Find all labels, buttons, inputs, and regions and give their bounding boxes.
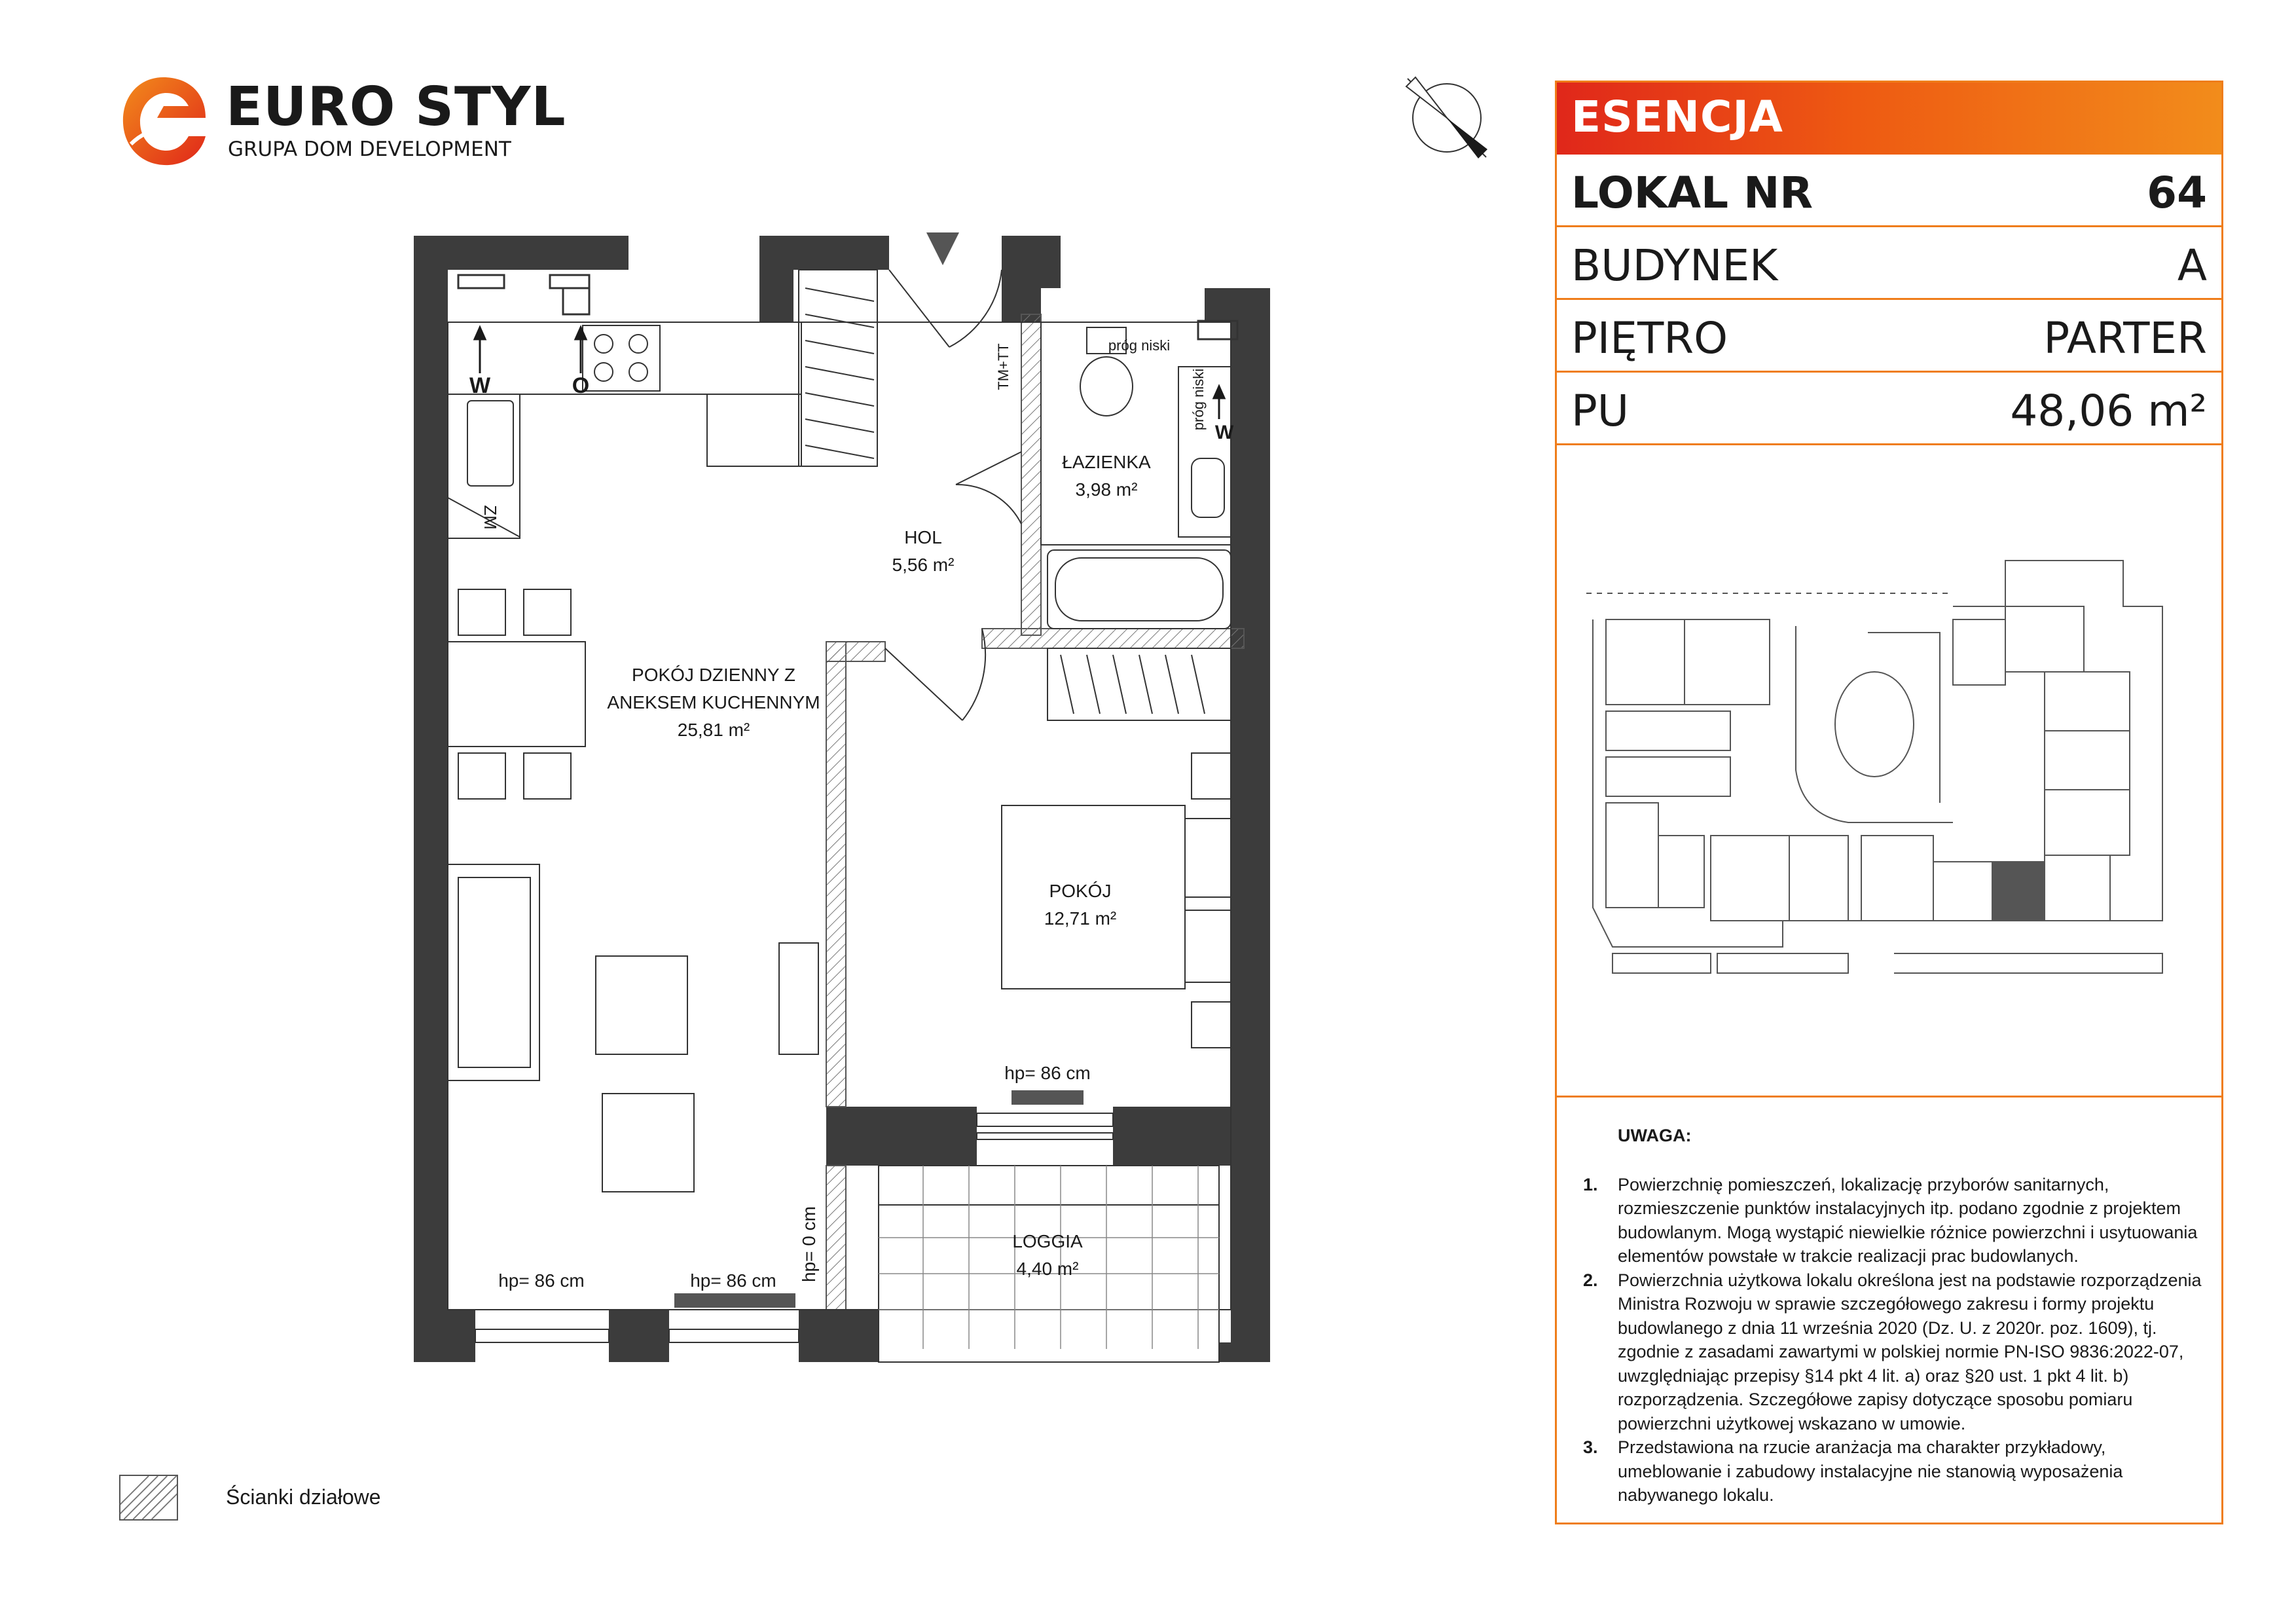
unit-value: 64 [2147, 168, 2207, 218]
note-number: 3. [1583, 1437, 1598, 1457]
bathroom-area: 3,98 m² [1075, 479, 1138, 500]
note-number: 1. [1583, 1174, 1598, 1194]
hall-area: 5,56 m² [892, 555, 955, 575]
note-text: Przedstawiona na rzucie aranżacja ma charakter przykładowy, umeblowanie i zabudowy instalacyjne nie stanowią wyposażenia nabywanego lokalu. [1618, 1437, 2123, 1505]
note-item [1583, 1435, 2205, 1507]
investment-name: ESENCJA [1571, 92, 1784, 142]
area-value: 48,06 m² [2010, 386, 2207, 436]
loggia-floor-grid [879, 1166, 1219, 1349]
entrance-arrow-icon [926, 232, 959, 265]
bedroom-area: 12,71 m² [1044, 908, 1117, 929]
sofa [448, 864, 818, 1192]
north-arrow-icon [1401, 72, 1493, 164]
wardrobe-bedroom [1048, 648, 1231, 720]
wardrobe-kitchen [799, 270, 877, 466]
building-value: A [2177, 240, 2207, 291]
investment-header [1557, 83, 2221, 155]
note-number: 2. [1583, 1270, 1598, 1290]
hp-zero-label: hp= 0 cm [799, 1206, 819, 1282]
notes-title: UWAGA: [1618, 1126, 1692, 1145]
note-item [1583, 1268, 2205, 1436]
installation-points [458, 275, 1237, 339]
bed [1002, 753, 1231, 1048]
hp-left-label: hp= 86 cm [498, 1270, 585, 1291]
zm-label: ZM [481, 505, 500, 530]
hall-name: HOL [904, 527, 942, 547]
note-text: Powierzchnię pomieszczeń, lokalizację przyborów sanitarnych, rozmieszczenie punktów instalacyjnych itp. podano zgodnie z projektem budowlanym. Mogą wystąpić niewielkie różnice powierzchni i usytuowania elementów powstałe w trakcie realizacji prac budowlanych. [1618, 1174, 2198, 1266]
unit-label: LOKAL NR [1571, 168, 1813, 218]
prog-niski-label-2: próg niski [1190, 368, 1207, 431]
highlighted-unit [1992, 862, 2045, 921]
info-row-unit [1557, 155, 2221, 227]
info-row-floor [1557, 300, 2221, 373]
windows [475, 1113, 1113, 1342]
hp-mid-label: hp= 86 cm [690, 1270, 776, 1291]
tm-tt-label: TM+TT [995, 343, 1011, 390]
floor-label: PIĘTRO [1571, 313, 1728, 363]
info-row-building [1557, 227, 2221, 300]
loggia-name: LOGGIA [1012, 1231, 1083, 1251]
living-room-name-2: ANEKSEM KUCHENNYM [607, 692, 820, 712]
hp-bedroom-label: hp= 86 cm [1004, 1063, 1091, 1083]
window-sill-left [674, 1293, 795, 1308]
living-room-area: 25,81 m² [677, 720, 750, 740]
dining-table [448, 589, 585, 799]
bathroom-name: ŁAZIENKA [1062, 452, 1151, 472]
w-label: W [469, 373, 491, 398]
site-plan [1586, 554, 2195, 1065]
loggia-area: 4,40 m² [1016, 1259, 1079, 1279]
living-room-name-1: POKÓJ DZIENNY Z [632, 665, 795, 685]
floor-value: PARTER [2043, 313, 2207, 363]
notes-section [1583, 1124, 2205, 1507]
prog-niski-label-1: próg niski [1108, 337, 1171, 354]
apartment-info-panel [1555, 81, 2223, 1524]
note-text: Powierzchnia użytkowa lokalu określona jest na podstawie rozporządzenia Ministra Rozwoju w sprawie szczegółowego zakresu i formy projektu budowlanego z dnia 11 września 2020 (Dz. U. z 2020r. poz. 1609), tj. zgodnie z zasadami zawartymi w polskiej normie PN-ISO 9836:2022-07, uwzględniając przepisy §14 pkt 4 lit. a) oraz §20 ust. 1 pkt 4 lit. b) rozporządzenia. Szczegółowe zapisy dotyczące sposobu pomiaru powierzchni użytkowej wskazano w umowie. [1618, 1270, 2202, 1433]
info-row-area [1557, 373, 2221, 445]
partition-legend-label: Ścianki działowe [226, 1485, 381, 1509]
panel-divider [1557, 1096, 2221, 1098]
brand-name: EURO STYL [226, 76, 566, 138]
o-label: O [572, 373, 590, 398]
w-bath-label: W [1214, 422, 1234, 443]
area-label: PU [1571, 386, 1630, 436]
bathroom-fixtures [1041, 322, 1231, 629]
doors [885, 270, 1021, 720]
kitchen-counter [448, 322, 801, 538]
partition-legend-icon [119, 1475, 178, 1521]
bedroom-name: POKÓJ [1049, 881, 1112, 901]
window-sill-bedroom [1011, 1090, 1084, 1105]
brand-subtitle: GRUPA DOM DEVELOPMENT [228, 138, 511, 161]
building-label: BUDYNEK [1571, 240, 1778, 291]
note-item [1583, 1173, 2205, 1268]
